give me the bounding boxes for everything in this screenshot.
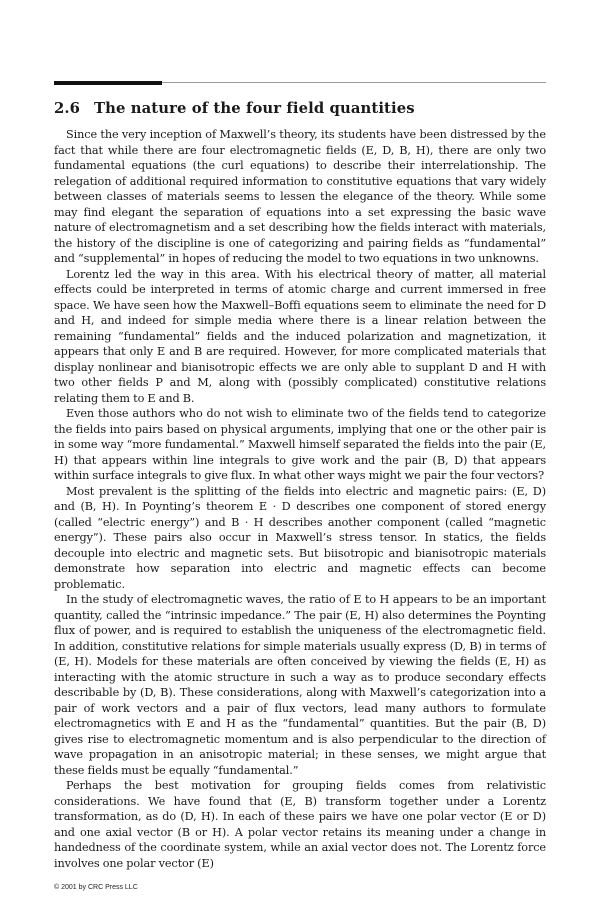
paragraph: Lorentz led the way in this area. With his electrical theory of matter, all material effects could be interpreted in terms of atomic charge and current immersed in free space. We have seen how the Maxwell–Boffi equations seem to eliminate the need for D and H, and indeed for simple media where there is a linear relation between the remaining “fundamental” fields and the induced polarization and magnetization, it appears that only E and B are required. However, for more complicated materials that display nonlinear and bianisotropic effects we are only able to supplant D and H with two other fields P and M, along with (possibly complicated) constitutive relations relating them to E and B. — [54, 267, 546, 405]
paragraph: Even those authors who do not wish to eliminate two of the fields tend to categorize the fields into pairs based on physical arguments, implying that one or the other pair is in some way “more fundamental.” Maxwell himself separated the fields into the pair (E, H) that appears within line integrals to give work and the pair (B, D) that appears within surface integrals to give flux. In what other ways might we pair the four vectors? — [54, 407, 546, 482]
paragraph: Since the very inception of Maxwell’s theory, its students have been distressed by the fact that while there are four electromagnetic fields (E, D, B, H), there are only two fundamental equations (the curl equations) to describe their interrelationship. The relegation of additional required information to constitutive equations that vary widely between classes of materials seems to lessen the elegance of the theory. While some may find elegant the separation of equations into a set expressing the basic wave nature of electromagnetism and a set describing how the fields interact with materials, the history of the discipline is one of categorizing and pairing fields as “fundamental” and “supplemental” in hopes of reducing the model to two equations in two unknowns. — [54, 128, 546, 265]
section-heading — [54, 100, 546, 117]
body-text — [54, 127, 546, 871]
section-number: 2.6 — [54, 100, 81, 117]
copyright-footer: © 2001 by CRC Press LLC — [54, 884, 138, 891]
section-title: The nature of the four field quantities — [94, 100, 415, 117]
paragraph: Perhaps the best motivation for grouping fields comes from relativistic considerations. We have found that (E, B) transform together under a Lorentz transformation, as do (D, H). In each of these pairs we have one polar vector (E or D) and one axial vector (B or H). A polar vector retains its meaning under a change in handedness of the coordinate system, while an axial vector does not. The Lorentz force involves one polar vector (E) — [54, 779, 546, 870]
header-rule-accent — [54, 81, 162, 85]
paragraph: Most prevalent is the splitting of the fields into electric and magnetic pairs: (E, D) and (B, H). In Poynting’s theorem E · D describes one component of stored energy (called “electric energy”) and B · H describes another component (called “magnetic energy”). These pairs also occur in Maxwell’s stress tensor. In statics, the fields decouple into electric and magnetic sets. But biisotropic and bianisotropic materials demonstrate how separation into electric and magnetic effects can become problematic. — [54, 484, 546, 591]
paragraph: In the study of electromagnetic waves, the ratio of E to H appears to be an important quantity, called the “intrinsic impedance.” The pair (E, H) also determines the Poynting flux of power, and is required to establish the uniqueness of the electromagnetic field. In addition, constitutive relations for simple materials usually express (D, B) in terms of (E, H). Models for these materials are often conceived by viewing the fields (E, H) as interacting with the atomic structure in such a way as to produce secondary effects describable by (D, B). These considerations, along with Maxwell’s categorization into a pair of work vectors and a pair of flux vectors, lead many authors to formulate electromagnetics with E and H as the “fundamental” quantities. But the pair (B, D) gives rise to electromagnetic momentum and is also perpendicular to the direction of wave propagation in an anisotropic material; in these senses, we might argue that these fields must be equally “fundamental.” — [54, 593, 546, 777]
